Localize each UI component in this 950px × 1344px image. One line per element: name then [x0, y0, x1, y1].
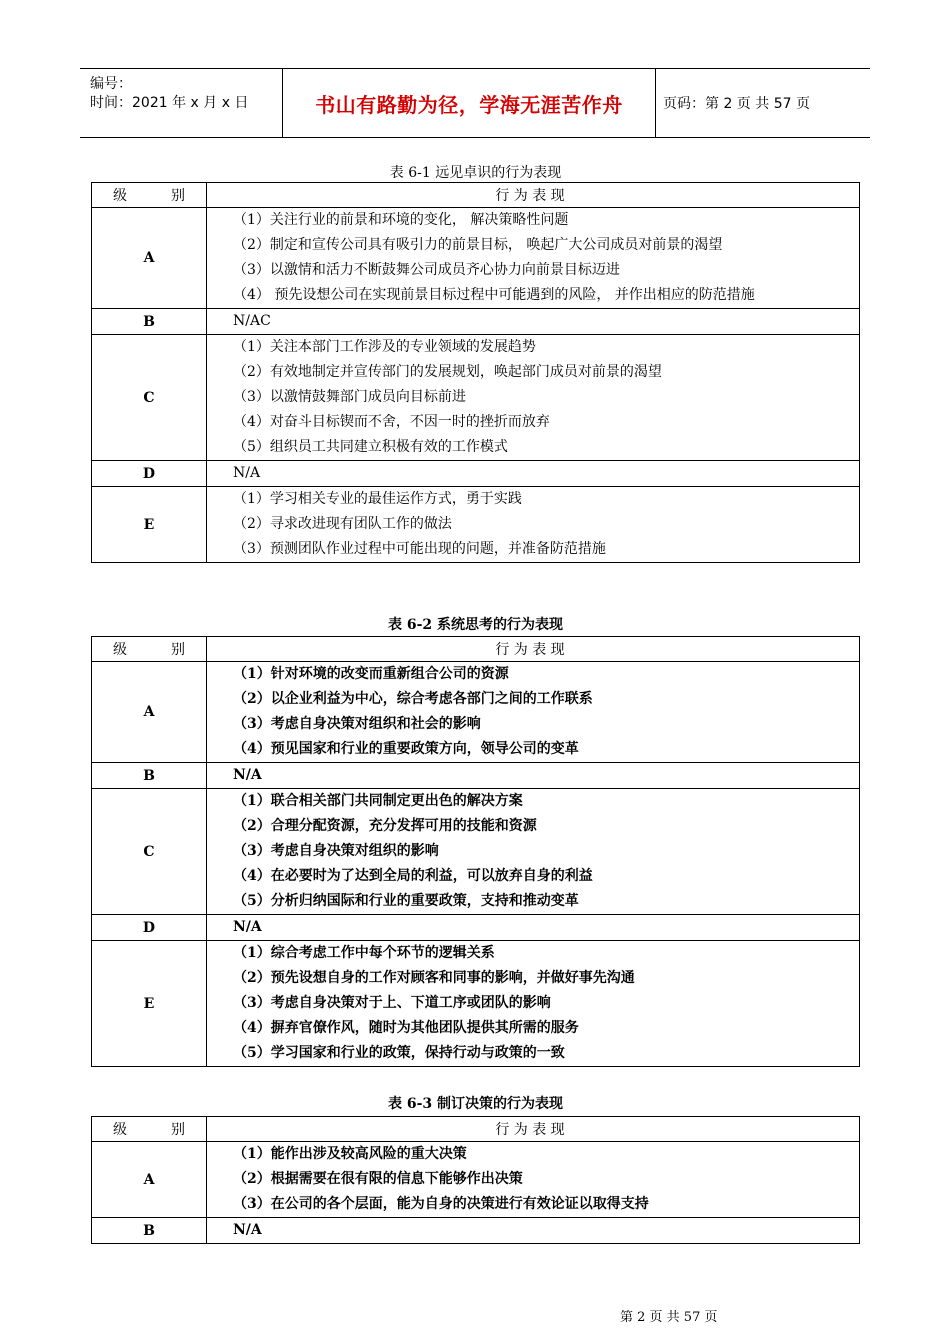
level-header-char-2: 别	[171, 188, 185, 204]
behavior-line: （1）学习相关专业的最佳运作方式，勇于实践	[233, 491, 522, 507]
header-meta	[80, 69, 282, 137]
behavior-line: （1）针对环境的改变而重新组合公司的资源	[233, 666, 509, 682]
table3-caption: 表 6-3 制订决策的行为表现	[387, 1096, 564, 1112]
behavior-line: （3）以激情和活力不断鼓舞公司成员齐心协力向前景目标迈进	[233, 262, 620, 278]
behavior-line: N/A	[233, 1222, 262, 1238]
behavior-line: （5）组织员工共同建立积极有效的工作模式	[233, 439, 508, 455]
behavior-cell	[207, 461, 860, 487]
table-header-row	[92, 183, 860, 208]
behavior-header: 行 为 表 现	[207, 1117, 860, 1142]
table-row	[92, 1142, 860, 1218]
behavior-line: （2）有效地制定并宣传部门的发展规划，唤起部门成员对前景的渴望	[233, 364, 662, 380]
table-row	[92, 335, 860, 461]
table-row	[92, 662, 860, 763]
behavior-line: （1）联合相关部门共同制定更出色的解决方案	[233, 793, 523, 809]
behavior-line: （1）关注行业的前景和环境的变化， 解决策略性问题	[233, 212, 569, 228]
time-label: 时间：2021 年 x 月 x 日	[90, 95, 249, 111]
table1-caption: 表 6-1 远见卓识的行为表现	[389, 165, 562, 181]
level-cell: C	[92, 335, 207, 461]
table-row	[92, 763, 860, 789]
page-label: 页码：第 2 页 共 57 页	[663, 96, 810, 112]
behavior-cell	[207, 335, 860, 461]
level-cell: A	[92, 662, 207, 763]
behavior-line: （3）在公司的各个层面，能为自身的决策进行有效论证以取得支持	[233, 1196, 649, 1212]
table-row	[92, 208, 860, 309]
level-header-char-1: 级	[113, 642, 127, 658]
page-header	[80, 68, 870, 138]
behavior-line: （3）预测团队作业过程中可能出现的问题，并准备防范措施	[233, 541, 606, 557]
level-cell: E	[92, 941, 207, 1067]
behavior-line: （4）预见国家和行业的重要政策方向，领导公司的变革	[233, 741, 579, 757]
behavior-line: （2）根据需要在很有限的信息下能够作出决策	[233, 1171, 523, 1187]
table-header-row	[92, 1117, 860, 1142]
level-cell: A	[92, 1142, 207, 1218]
behavior-line: （2）以企业利益为中心，综合考虑各部门之间的工作联系	[233, 691, 593, 707]
behavior-line: N/A	[233, 767, 262, 783]
behavior-cell	[207, 662, 860, 763]
level-cell: E	[92, 487, 207, 563]
behavior-line: （5）学习国家和行业的政策，保持行动与政策的一致	[233, 1045, 565, 1061]
behavior-cell	[207, 941, 860, 1067]
behavior-line: N/A	[233, 919, 262, 935]
behavior-cell	[207, 208, 860, 309]
behavior-line: （3）考虑自身决策对于上、下道工序或团队的影响	[233, 995, 551, 1011]
behavior-line	[216, 283, 853, 308]
level-cell: C	[92, 789, 207, 915]
behavior-line: （2）制定和宣传公司具有吸引力的前景目标， 唤起广大公司成员对前景的渴望	[233, 237, 723, 253]
level-cell: B	[92, 763, 207, 789]
level-header	[92, 637, 207, 662]
behavior-line: N/A	[233, 465, 261, 481]
behavior-cell	[207, 915, 860, 941]
behavior-line: N/AC	[233, 313, 271, 329]
behavior-cell	[207, 309, 860, 335]
number-label: 编号：	[90, 76, 132, 92]
behavior-line: （4）对奋斗目标锲而不舍，不因一时的挫折而放弃	[233, 414, 550, 430]
table-row	[92, 487, 860, 563]
level-header-char-1: 级	[113, 1122, 127, 1138]
motto: 书山有路勤为径，学海无涯苦作舟	[282, 69, 656, 137]
behavior-line: （1）综合考虑工作中每个环节的逻辑关系	[233, 945, 495, 961]
table3	[91, 1116, 860, 1244]
table2	[91, 636, 860, 1067]
behavior-cell	[207, 1218, 860, 1244]
level-cell: B	[92, 309, 207, 335]
level-header-char-2: 别	[171, 1122, 185, 1138]
behavior-header: 行 为 表 现	[207, 637, 860, 662]
page-footer: 第 2 页 共 57 页	[620, 1310, 718, 1325]
behavior-line: （1）关注本部门工作涉及的专业领域的发展趋势	[233, 339, 536, 355]
behavior-cell	[207, 763, 860, 789]
table-row	[92, 309, 860, 335]
level-cell: D	[92, 461, 207, 487]
behavior-line: （5）分析归纳国际和行业的重要政策，支持和推动变革	[233, 893, 579, 909]
behavior-cell	[207, 487, 860, 563]
behavior-cell	[207, 789, 860, 915]
level-header-char-2: 别	[171, 642, 185, 658]
level-cell: D	[92, 915, 207, 941]
behavior-line: （4）在必要时为了达到全局的利益，可以放弃自身的利益	[233, 868, 593, 884]
behavior-cell	[207, 1142, 860, 1218]
table1	[91, 182, 860, 563]
behavior-line: （2）合理分配资源，充分发挥可用的技能和资源	[233, 818, 537, 834]
table-row	[92, 915, 860, 941]
level-cell: B	[92, 1218, 207, 1244]
table-row	[92, 941, 860, 1067]
behavior-line-text: （4） 预先设想公司在实现前景目标过程中可能遇到的风险， 并作出相应的防范措施	[233, 287, 755, 303]
table-row	[92, 461, 860, 487]
level-header	[92, 1117, 207, 1142]
behavior-line: （3）考虑自身决策对组织的影响	[233, 843, 439, 859]
level-header-char-1: 级	[113, 188, 127, 204]
behavior-line: （3）以激情鼓舞部门成员向目标前进	[233, 389, 466, 405]
table2-caption: 表 6-2 系统思考的行为表现	[387, 617, 564, 633]
table-header-row	[92, 637, 860, 662]
table-row	[92, 1218, 860, 1244]
behavior-line: （1）能作出涉及较高风险的重大决策	[233, 1146, 467, 1162]
behavior-line: （3）考虑自身决策对组织和社会的影响	[233, 716, 481, 732]
level-cell: A	[92, 208, 207, 309]
behavior-line: （4）摒弃官僚作风，随时为其他团队提供其所需的服务	[233, 1020, 579, 1036]
level-header	[92, 183, 207, 208]
behavior-line: （2）寻求改进现有团队工作的做法	[233, 516, 452, 532]
behavior-line: （2）预先设想自身的工作对顾客和同事的影响，并做好事先沟通	[233, 970, 635, 986]
table-row	[92, 789, 860, 915]
behavior-header: 行 为 表 现	[207, 183, 860, 208]
